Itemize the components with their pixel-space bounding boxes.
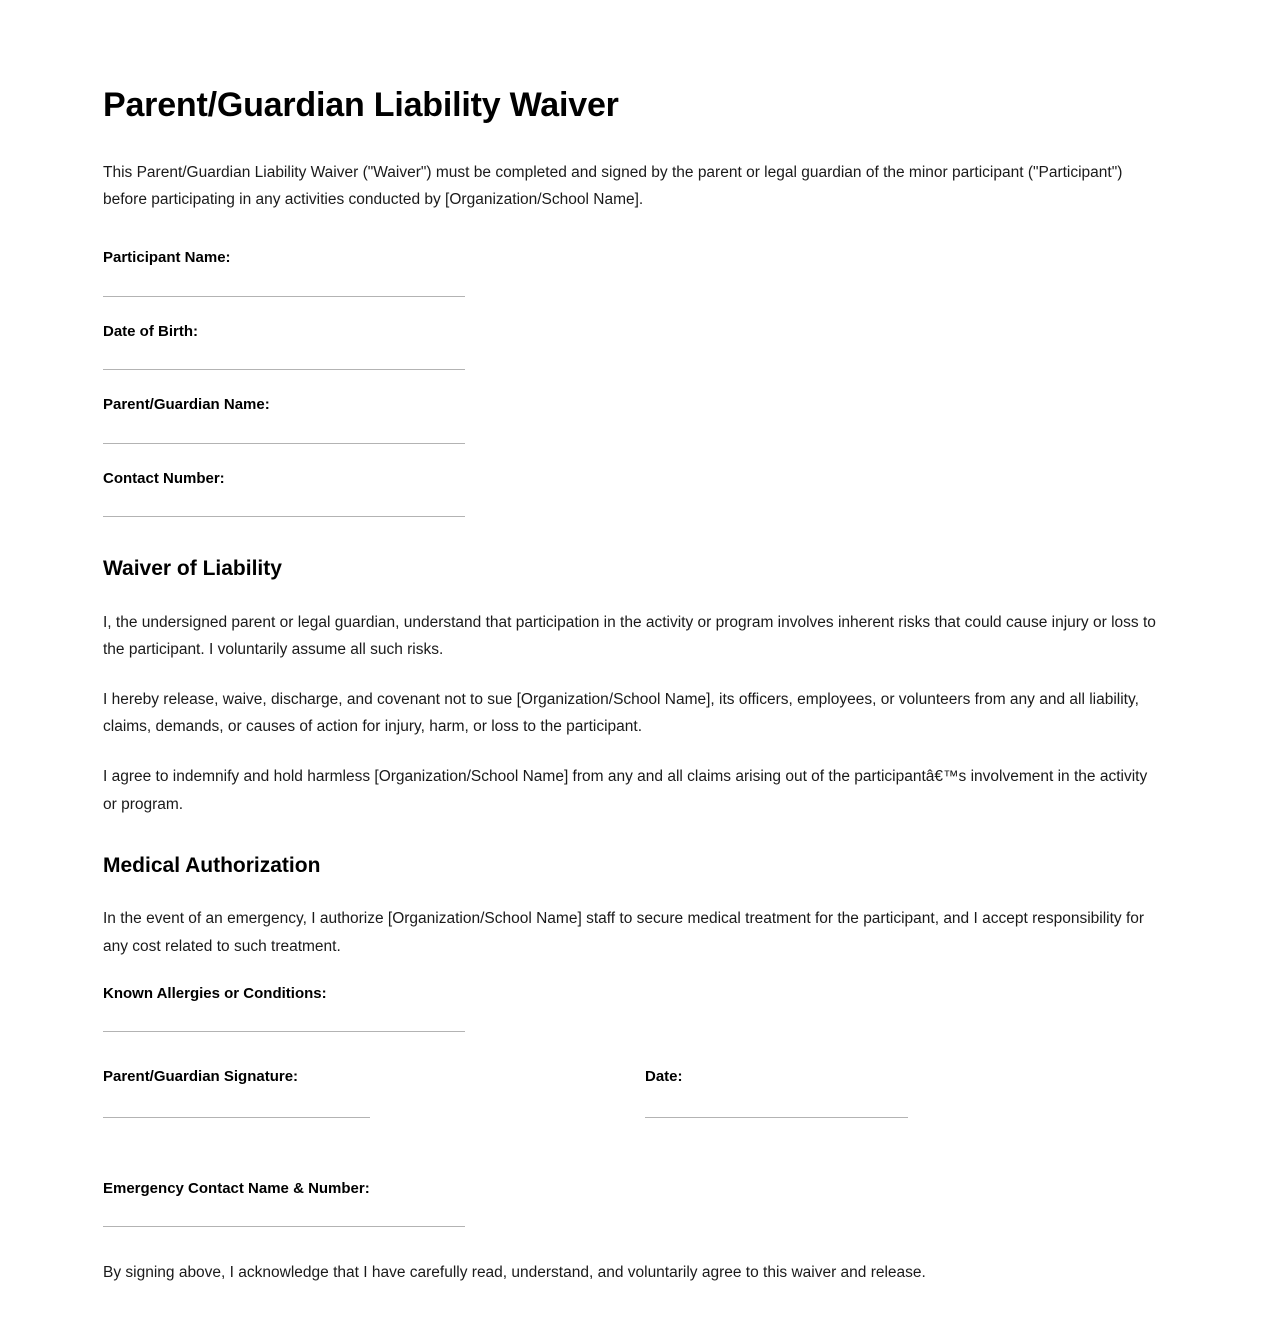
field-input-contact-number[interactable] <box>103 516 465 517</box>
field-contact-number <box>103 468 1160 518</box>
waiver-paragraph-2: I hereby release, waive, discharge, and covenant not to sue [Organization/School Name], its officers, employees, or volunteers from any and all liability, claims, demands, or causes of action for injury, harm, or loss to the participant. <box>103 690 1139 736</box>
intro-paragraph: This Parent/Guardian Liability Waiver ("Waiver") must be completed and signed by the parent or legal guardian of the minor participant ("Participant") before participating in any activities conducted by [Organization/School Name]. <box>103 164 1123 209</box>
field-label-parent-guardian-name: Parent/Guardian Name: <box>103 396 270 414</box>
section-heading-medical-authorization: Medical Authorization <box>103 854 321 878</box>
section-heading-waiver-of-liability: Waiver of Liability <box>103 557 282 581</box>
waiver-paragraph-3: I agree to indemnify and hold harmless [Organization/School Name] from any and all claims arising out of the participantâ€™s involvement in the activity or program. <box>103 767 1148 813</box>
field-label-parent-guardian-signature: Parent/Guardian Signature: <box>103 1068 299 1086</box>
page-title: Parent/Guardian Liability Waiver <box>103 86 619 124</box>
field-participant-name <box>103 247 1160 297</box>
field-label-participant-name: Participant Name: <box>103 249 231 267</box>
field-input-signature-date[interactable] <box>645 1117 908 1118</box>
field-label-signature-date: Date: <box>645 1068 683 1086</box>
field-input-parent-guardian-name[interactable] <box>103 443 465 444</box>
field-input-known-allergies[interactable] <box>103 1031 465 1032</box>
field-label-emergency-contact: Emergency Contact Name & Number: <box>103 1179 370 1197</box>
field-input-date-of-birth[interactable] <box>103 369 465 370</box>
field-input-emergency-contact[interactable] <box>103 1226 465 1227</box>
closing-statement: By signing above, I acknowledge that I have carefully read, understand, and voluntarily agree to this waiver and release. <box>103 1264 926 1282</box>
field-input-parent-guardian-signature[interactable] <box>103 1117 370 1118</box>
field-parent-guardian-name <box>103 394 1160 444</box>
field-emergency-contact <box>103 1178 1160 1228</box>
field-date-of-birth <box>103 321 1160 371</box>
waiver-paragraph-1: I, the undersigned parent or legal guardian, understand that participation in the activity or program involves inherent risks that could cause injury or loss to the participant. I voluntarily assume all such risks. <box>103 613 1156 659</box>
field-label-contact-number: Contact Number: <box>103 469 225 487</box>
medical-authorization-paragraph: In the event of an emergency, I authorize [Organization/School Name] staff to secure medical treatment for the participant, and I accept responsibility for any cost related to such treatment. <box>103 910 1145 955</box>
field-input-participant-name[interactable] <box>103 296 465 297</box>
date-column <box>645 1066 1160 1118</box>
signature-column <box>103 1066 645 1118</box>
field-label-known-allergies: Known Allergies or Conditions: <box>103 984 327 1002</box>
field-label-date-of-birth: Date of Birth: <box>103 322 198 340</box>
field-known-allergies <box>103 983 1160 1033</box>
signature-row <box>103 1066 1160 1118</box>
